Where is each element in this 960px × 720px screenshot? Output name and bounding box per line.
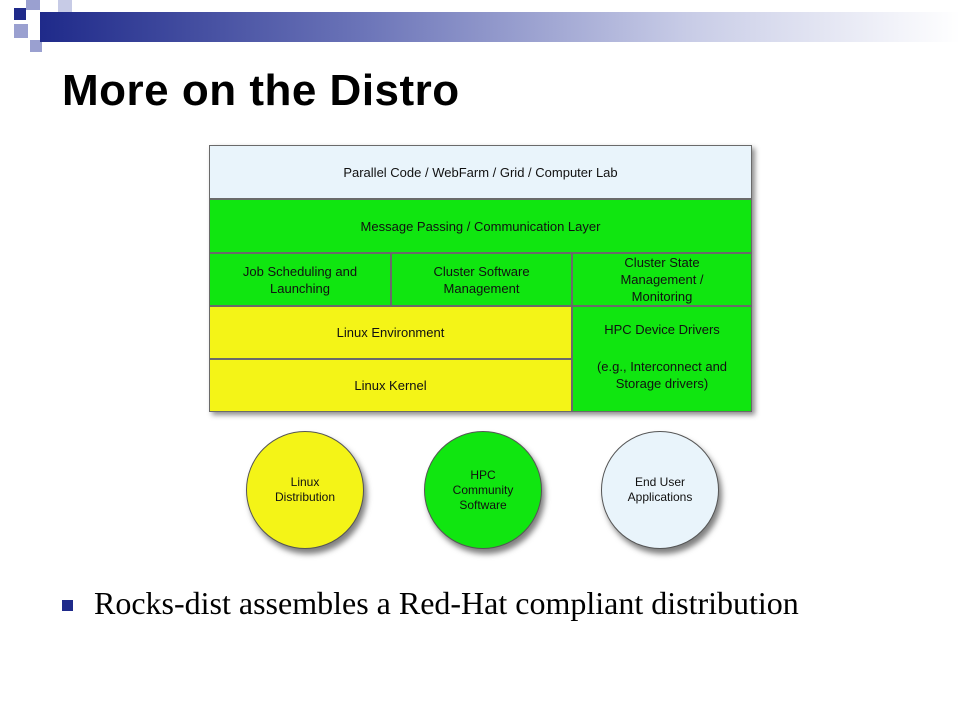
circle-end-user-applications-label: End User Applications: [627, 475, 693, 504]
layer-message-passing: [209, 199, 752, 253]
circle-linux-distribution: [246, 431, 364, 549]
layer-cluster-state-label: Cluster State Management / Monitoring: [620, 255, 704, 304]
layer-cluster-software: [391, 253, 572, 306]
layer-message-passing-label: Message Passing / Communication Layer: [360, 218, 601, 234]
bullet-text: Rocks-dist assembles a Red-Hat compliant distribution: [94, 585, 799, 621]
layer-linux-kernel-label: Linux Kernel: [354, 378, 427, 393]
layer-hpc-device-drivers-label: HPC Device Drivers: [604, 322, 720, 337]
circle-linux-distribution-label: Linux Distribution: [274, 475, 336, 504]
layer-hpc-device-drivers: [572, 306, 752, 412]
circle-end-user-applications: [601, 431, 719, 549]
decor-square: [14, 24, 28, 38]
slide-title: More on the Distro: [62, 66, 460, 115]
slide-header-decoration: [0, 0, 960, 56]
layer-parallel-code: [209, 145, 752, 199]
decor-square: [26, 0, 40, 10]
layer-hpc-device-drivers-note: (e.g., Interconnect and Storage drivers): [596, 359, 728, 391]
circle-hpc-community-software-label: HPC Community Software: [452, 467, 514, 512]
layer-linux-environment-label: Linux Environment: [336, 325, 445, 340]
square-bullet-icon: [62, 600, 73, 611]
architecture-stack: [209, 145, 752, 412]
circle-hpc-community-software: [424, 431, 542, 549]
header-gradient-bar: [40, 12, 960, 42]
layer-linux-kernel: [209, 359, 572, 412]
layer-cluster-state: [572, 253, 752, 306]
layer-parallel-code-label: Parallel Code / WebFarm / Grid / Computer Lab: [343, 164, 618, 180]
decor-square: [14, 8, 26, 20]
layer-cluster-software-label: Cluster Software Management: [433, 263, 530, 296]
layer-job-scheduling: [209, 253, 391, 306]
layer-linux-environment: [209, 306, 572, 359]
layer-job-scheduling-label: Job Scheduling and Launching: [242, 263, 358, 296]
decor-square: [58, 0, 72, 12]
